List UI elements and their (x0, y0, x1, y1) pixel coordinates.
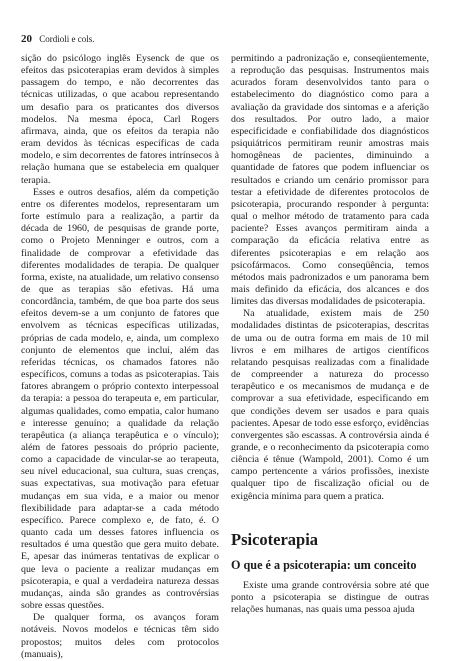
paragraph: Esses e outros desafios, além da competição entre os diferentes modelos, representaram um forte estímulo para a realização, a partir da década de 1960, de pesquisas de grande porte, como o Projeto Menninger e outros, com a finalidade de comprovar a efetividade das diferentes modalidades de terapia. De qualquer forma, existe, na atualidade, um relativo consenso de que as terapias são efetivas. Há uma concordância, também, de que boa parte dos seus efeitos devem-se a um conjunto de fatores que envolvem as técnicas específicas utilizadas, próprias de cada modelo, e, ainda, um complexo conjunto de elementos que inclui, além das referidas técnicas, os chamados fatores não específicos, comuns a todas as psicoterapias. Tais fatores abrangem o próprio contexto interpessoal da terapia: a pessoa do terapeuta e, em particular, algumas qualidades, como empatia, calor humano e interesse genuíno; a qualidade da relação terapêutica (a aliança terapêutica e o vínculo); além de fatores pessoais do próprio paciente, como a capacidade de vincular-se ao terapeuta, seu nível educacional, sua cultura, suas crenças, suas expectativas, sua motivação para efetuar mudanças em sua vida, e a maior ou menor flexibilidade para adaptar-se a cada método específico. Parece complexo e, de fato, é. O quanto cada um desses fatores influencia os resultados é uma questão que gera muito debate. E, apesar das inúmeras tentativas de explicar o que leva o paciente a realizar mudanças em psicoterapia, e qual a verdadeira natureza dessas mudanças, ainda são grandes as controvérsias sobre essas questões. (21, 186, 219, 612)
paragraph: permitindo a padronização e, conseqüentemente, a reprodução das pesquisas. Instrumentos mais acurados foram desenvolvidos tanto para o estabelecimento do diagnóstico como para a avaliação da gravidade dos sintomas e a aferição dos resultados. Por outro lado, a maior especificidade e confiabilidade dos diagnósticos psiquiátricos permitiram reunir amostras mais homogêneas de pacientes, diminuindo a quantidade de fatores que podem influenciar os resultados e criando um cenário promissor para testar a efetividade de diferentes protocolos de psicoterapia, procurando responder à pergunta: qual o melhor método de tratamento para cada paciente? Esses avanços permitiram ainda a comparação da eficácia relativa entre as diferentes psicoterapias e em relação aos psicofármacos. Como conseqüência, temos métodos mais padronizados e um panorama bem mais definido da eficácia, dos alcances e dos limites das diversas modalidades de psicoterapia. (231, 53, 429, 308)
section-heading: Psicoterapia (231, 529, 319, 549)
paragraph: Na atualidade, existem mais de 250 modalidades distintas de psicoterapias, descritas de uma ou de outra forma em mais de 10 mil livros e em milhares de artigos científicos relatando pesquisas realizadas com a finalidade de compreender a natureza do processo terapêutico e os mecanismos de mudança e de comprovar a sua efetividade, especificando em que condições devem ser usados e para quais pacientes. Apesar de todo esse esforço, evidências convergentes são escassas. A controvérsia ainda é grande, e o reconhecimento da psicoterapia como ciência é tênue (Wampold, 2001). Como é um campo pertencente a vários profissões, inexiste qualquer tipo de fiscalização oficial ou de exigência mínima para quem a pratica. (231, 308, 429, 502)
paragraph: sição do psicólogo inglês Eysenck de que os efeitos das psicoterapias eram devidos à simples passagem do tempo, e não decorrentes das técnicas utilizadas, o que acabou representando um desafio para os praticantes dos diversos modelos. Na mesma época, Carl Rogers afirmava, ainda, que os efeitos da terapia não eram devidos às técnicas específicas de cada modelo, e sim decorrentes de fatores intrínsecos à relação humana que se estabelecia em qualquer terapia. (21, 53, 219, 186)
subsection-heading: O que é a psicoterapia: um conceito (231, 557, 417, 572)
left-column (21, 53, 219, 661)
paragraph: Existe uma grande controvérsia sobre até que ponto a psicoterapia se distingue de outras relações humanas, nas quais uma pessoa ajuda (231, 579, 429, 616)
running-title: Cordioli e cols. (39, 34, 95, 44)
page-number: 20 (21, 33, 32, 45)
paragraph: De qualquer forma, os avanços foram notáveis. Novos modelos e técnicas têm sido propostos; muitos deles com protocolos (manuais), (21, 612, 219, 660)
running-head (21, 33, 95, 47)
right-column (231, 53, 429, 616)
